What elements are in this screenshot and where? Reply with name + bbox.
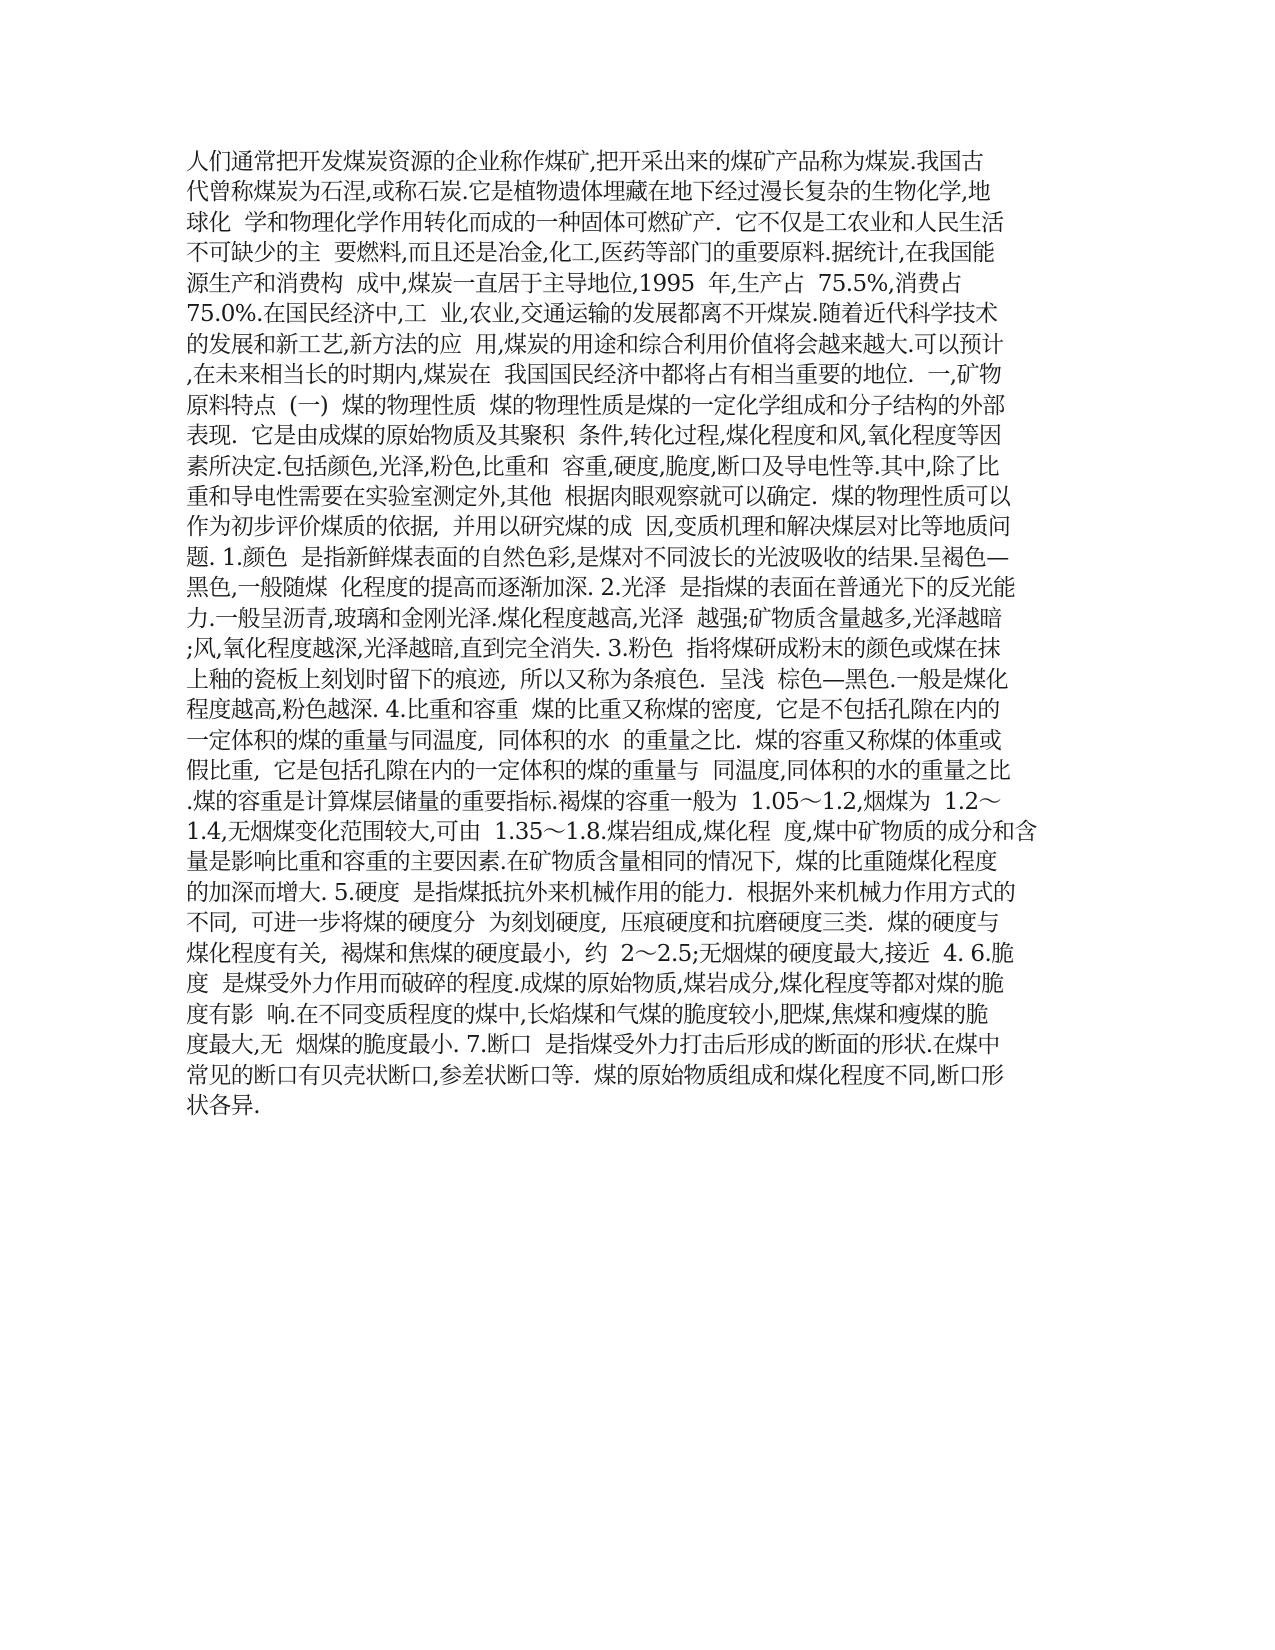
text-line: 黑色,一般随煤 化程度的提高而逐渐加深. 2.光泽 是指煤的表面在普通光下的反光能 (186, 575, 1016, 602)
text-line: 原料特点 (一) 煤的物理性质 煤的物理性质是煤的一定化学组成和分子结构的外部 (186, 392, 1005, 419)
text-line: 重和导电性需要在实验室测定外,其他 根据肉眼观察就可以确定. 煤的物理性质可以 (186, 483, 1011, 510)
text-line: 常见的断口有贝壳状断口,参差状断口等. 煤的原始物质组成和煤化程度不同,断口形 (186, 1062, 1004, 1089)
text-line: 1.4,无烟煤变化范围较大,可由 1.35～1.8.煤岩组成,煤化程 度,煤中矿物质的成分和含 (186, 818, 1037, 845)
text-line: 源生产和消费构 成中,煤炭一直居于主导地位,1995 年,生产占 75.5%,消费占 (186, 270, 962, 297)
text-line: 代曾称煤炭为石涅,或称石炭.它是植物遗体埋藏在地下经过漫长复杂的生物化学,地 (186, 179, 991, 206)
text-line: 上釉的瓷板上刻划时留下的痕迹, 所以又称为条痕色. 呈浅 棕色—黑色.一般是煤化 (186, 666, 1008, 693)
text-line: 不同, 可进一步将煤的硬度分 为刻划硬度, 压痕硬度和抗磨硬度三类. 煤的硬度与 (186, 910, 1000, 937)
text-line: 度最大,无 烟煤的脆度最小. 7.断口 是指煤受外力打击后形成的断面的形状.在煤中 (186, 1032, 1000, 1059)
text-line: ,在未来相当长的时期内,煤炭在 我国国民经济中都将占有相当重要的地位. 一,矿物 (186, 362, 1002, 389)
text-line: 量是影响比重和容重的主要因素.在矿物质含量相同的情况下, 煤的比重随煤化程度 (186, 849, 997, 876)
text-line: 作为初步评价煤质的依据, 并用以研究煤的成 因,变质机理和解决煤层对比等地质问 (186, 514, 1011, 541)
text-line: 表现. 它是由成煤的原始物质及其聚积 条件,转化过程,煤化程度和风,氧化程度等因 (186, 423, 1002, 450)
text-line: 的发展和新工艺,新方法的应 用,煤炭的用途和综合利用价值将会越来越大.可以预计 (186, 331, 1004, 358)
text-line: 一定体积的煤的重量与同温度, 同体积的水 的重量之比. 煤的容重又称煤的体重或 (186, 727, 1002, 754)
text-line: 程度越高,粉色越深. 4.比重和容重 煤的比重又称煤的密度, 它是不包括孔隙在内的 (186, 697, 1000, 724)
text-line: 不可缺少的主 要燃料,而且还是冶金,化工,医药等部门的重要原料.据统计,在我国能 (186, 240, 995, 267)
text-line: 球化 学和物理化学作用转化而成的一种固体可燃矿产. 它不仅是工农业和人民生活 (186, 209, 1004, 236)
text-line: 度有影 响.在不同变质程度的煤中,长焰煤和气煤的脆度较小,肥煤,焦煤和瘦煤的脆 (186, 1001, 988, 1028)
body-text (186, 147, 1096, 1122)
text-line: 力.一般呈沥青,玻璃和金刚光泽.煤化程度越高,光泽 越强;矿物质含量越多,光泽越暗 (186, 605, 1002, 632)
text-line: 假比重, 它是包括孔隙在内的一定体积的煤的重量与 同温度,同体积的水的重量之比 (186, 758, 1011, 785)
text-line: 的加深而增大. 5.硬度 是指煤抵抗外来机械作用的能力. 根据外来机械力作用方式的 (186, 879, 1016, 906)
text-line: 状各异. (186, 1093, 260, 1120)
text-line: 人们通常把开发煤炭资源的企业称作煤矿,把开采出来的煤矿产品称为煤炭.我国古 (186, 149, 984, 175)
text-line: 题. 1.颜色 是指新鲜煤表面的自然色彩,是煤对不同波长的光波吸收的结果.呈褐色— (186, 544, 1009, 571)
text-line: 75.0%.在国民经济中,工 业,农业,交通运输的发展都离不开煤炭.随着近代科学技术 (186, 301, 998, 328)
text-line: 煤化程度有关, 褐煤和焦煤的硬度最小, 约 2～2.5;无烟煤的硬度最大,接近 4. 6.脆 (186, 940, 1014, 967)
text-line: 素所决定.包括颜色,光泽,粉色,比重和 容重,硬度,脆度,断口及导电性等.其中,除了比 (186, 453, 1000, 480)
text-line: .煤的容重是计算煤层储量的重要指标.褐煤的容重一般为 1.05～1.2,烟煤为 1.2～ (186, 788, 1001, 815)
text-line: 度 是煤受外力作用而破碎的程度.成煤的原始物质,煤岩成分,煤化程度等都对煤的脆 (186, 971, 1004, 998)
text-line: ;风,氧化程度越深,光泽越暗,直到完全消失. 3.粉色 指将煤研成粉末的颜色或煤在抹 (186, 636, 1001, 663)
